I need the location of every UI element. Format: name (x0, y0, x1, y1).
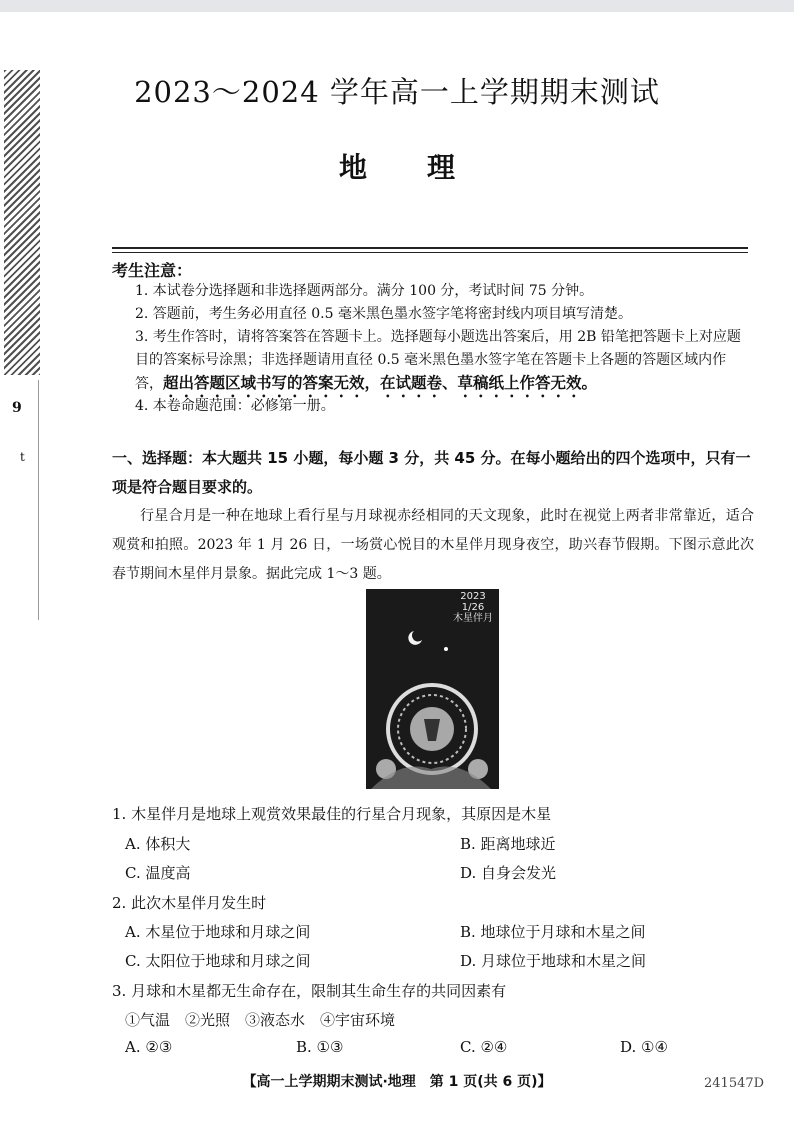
option-a: A. 木星位于地球和月球之间 (125, 923, 311, 941)
option-c: C. 温度高 (125, 864, 191, 882)
divider (112, 252, 748, 253)
notice-item: 1. 本试卷分选择题和非选择题两部分。满分 100 分，考试时间 75 分钟。 (135, 283, 594, 299)
notice-item: 2. 答题前，考生务必用直径 0.5 毫米黑色墨水签字笔将密封线内项目填写清楚。 (135, 306, 632, 322)
margin-mark: t (20, 450, 25, 464)
option-d: D. 月球位于地球和木星之间 (460, 952, 647, 970)
notice-item: 4. 本卷命题范围：必修第一册。 (135, 398, 335, 414)
option-a: A. ②③ (125, 1038, 173, 1056)
photo-caption-year: 2023 (460, 591, 486, 602)
notice-heading: 考生注意： (112, 261, 193, 280)
option-b: B. 距离地球近 (460, 835, 556, 853)
photo-illustration (366, 589, 499, 789)
notice-item-text: 3. 考生作答时，请将答案答在答题卡上。选择题每小题选出答案后，用 2B 铅笔把答题卡上对应题目的答案标号涂黑；非选择题请用直径 0.5 毫米黑色墨水签字笔在答题卡上各题的答题区域内作答， (135, 329, 741, 392)
question-stem: 2. 此次木星伴月发生时 (112, 894, 267, 912)
jupiter-icon (444, 647, 448, 651)
subject-title: 地理 (338, 151, 515, 184)
seal-line (38, 380, 39, 620)
question-stem: 3. 月球和木星都无生命存在，限制其生命生存的共同因素有 (112, 982, 507, 1000)
option-d: D. ①④ (620, 1038, 668, 1056)
option-c: C. ②④ (460, 1038, 508, 1056)
binding-pattern (4, 70, 40, 375)
reading-passage: 行星合月是一种在地球上看行星与月球视赤经相同的天文现象，此时在视觉上两者非常靠近，适合观赏和拍照。2023 年 1 月 26 日，一场赏心悦目的木星伴月现身夜空，助兴春节假期。下图示意此次春节期间木星伴月景象。据此完成 1～3 题。 (112, 508, 754, 582)
notice-item (135, 326, 750, 401)
question-stem: 1. 木星伴月是地球上观赏效果最佳的行星合月现象，其原因是木星 (112, 805, 552, 823)
exam-code: 241547D (704, 1076, 765, 1091)
section-heading: 一、选择题：本大题共 15 小题，每小题 3 分，共 45 分。在每小题给出的四个选项中，只有一项是符合题目要求的。 (112, 449, 751, 496)
crescent-moon-icon (408, 631, 422, 645)
photo-caption-label: 木星伴月 (453, 613, 493, 624)
exam-title: 2023～2024 学年高一上学期期末测试 (134, 75, 660, 109)
option-d: D. 自身会发光 (460, 864, 557, 882)
option-b: B. 地球位于月球和木星之间 (460, 923, 646, 941)
notice-emphasis: 超出答题区域书写的答案无效，在试题卷、草稿纸上作答无效。 (163, 374, 598, 392)
option-b: B. ①③ (296, 1038, 344, 1056)
photo-caption-date: 1/26 (461, 602, 485, 613)
option-a: A. 体积大 (125, 835, 191, 853)
page-footer: 【高一上学期期末测试·地理 第 1 页(共 6 页)】 (242, 1074, 552, 1090)
margin-mark: 9 (12, 400, 22, 416)
option-c: C. 太阳位于地球和月球之间 (125, 952, 311, 970)
factor-list: ①气温 ②光照 ③液态水 ④宇宙环境 (125, 1011, 396, 1029)
divider (112, 247, 748, 249)
jupiter-moon-photo (366, 589, 499, 789)
top-bar (0, 0, 794, 12)
